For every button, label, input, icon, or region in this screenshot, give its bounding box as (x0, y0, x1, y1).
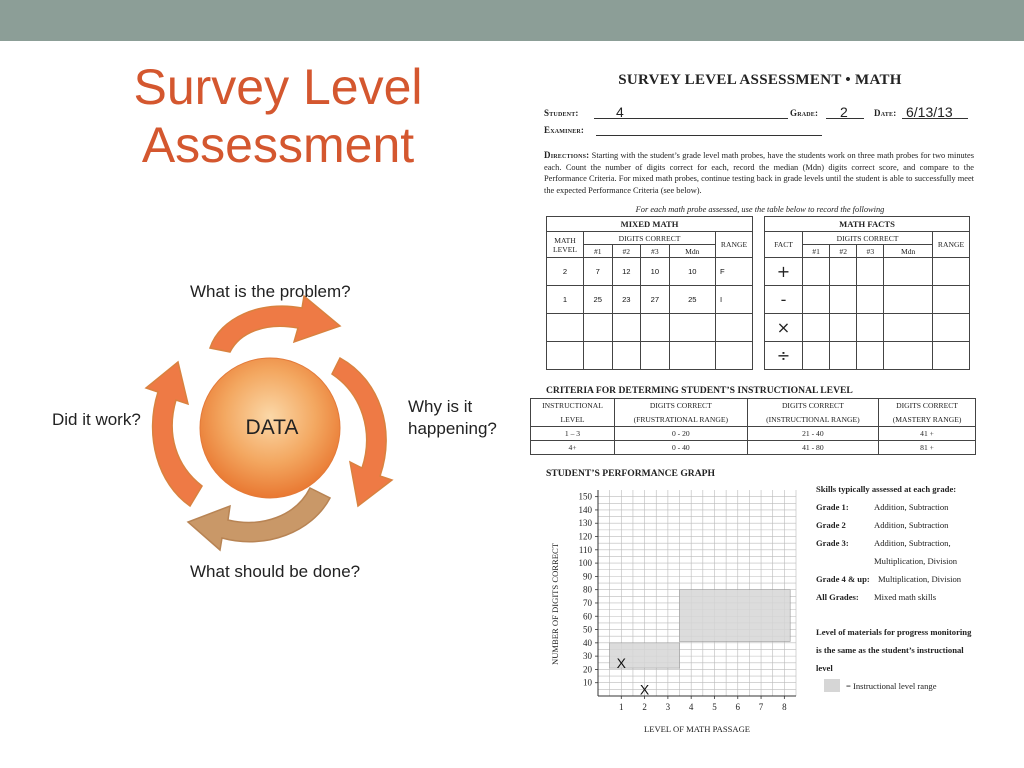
fact-cell: - (765, 286, 803, 314)
label-left: Did it work? (52, 410, 141, 429)
cell: 0 - 40 (615, 441, 748, 455)
label-bottom: What should be done? (190, 562, 361, 581)
y-tick-label: 90 (583, 571, 592, 582)
cell: 10 (669, 258, 715, 286)
col-digits-correct: DIGITS CORRECT (584, 232, 716, 245)
criteria-header: DIGITS CORRECT (879, 399, 976, 413)
y-tick-label: 120 (578, 531, 592, 542)
skill-grade: All Grades: (816, 592, 859, 602)
examiner-line (596, 135, 822, 136)
skill-row (816, 588, 986, 606)
col-range: RANGE (933, 232, 970, 258)
math-facts-title: MATH FACTS (765, 217, 970, 232)
skill-row (816, 516, 986, 534)
cell: 27 (641, 286, 670, 314)
table-row (765, 258, 970, 286)
student-label: Student: (544, 108, 579, 118)
col-digits-correct: DIGITS CORRECT (803, 232, 933, 245)
cell: 4+ (531, 441, 615, 455)
directions (544, 150, 974, 196)
cell: 25 (669, 286, 715, 314)
y-tick-label: 110 (578, 544, 592, 555)
cell: 25 (584, 286, 613, 314)
graph-legend (824, 679, 937, 692)
sub-col: #1 (803, 245, 830, 258)
y-tick-label: 40 (583, 637, 592, 648)
x-tick-label: 7 (758, 702, 764, 712)
y-tick-label: 30 (583, 651, 592, 662)
graph-title: STUDENT’S PERFORMANCE GRAPH (546, 468, 715, 479)
cell: 41 - 80 (747, 441, 878, 455)
skill-grade: Grade 1: (816, 502, 849, 512)
criteria-header: (FRUSTRATIONAL RANGE) (615, 413, 748, 427)
label-right-line-2: happening? (408, 419, 497, 438)
top-banner (0, 0, 1024, 41)
fact-cell: + (765, 258, 803, 286)
fact-cell: × (765, 314, 803, 342)
skill-row (816, 570, 986, 588)
skill-row (816, 498, 986, 516)
table-row (531, 441, 976, 455)
table-row (547, 258, 753, 286)
student-value: 4 (616, 104, 624, 120)
center-label: DATA (245, 416, 299, 439)
assessment-worksheet (540, 68, 980, 748)
math-facts-table (764, 216, 970, 370)
examiner-label: Examiner: (544, 125, 585, 135)
cell: 1 (547, 286, 584, 314)
skill-text: Addition, Subtraction (874, 520, 949, 530)
title-line-2: Assessment (141, 117, 415, 173)
cell: 2 (547, 258, 584, 286)
legend-text: = Instructional level range (846, 680, 937, 691)
skill-text: Multiplication, Division (878, 574, 962, 584)
monitoring-note: Level of materials for progress monitoring is the same as the student’s instructional level (816, 627, 972, 673)
cell: 41 + (879, 427, 976, 441)
table-row (547, 342, 753, 370)
table-row (765, 342, 970, 370)
x-tick-label: 8 (782, 702, 787, 712)
label-top: What is the problem? (190, 282, 351, 301)
skill-grade: Grade 4 & up: (816, 574, 870, 584)
sub-col: #2 (612, 245, 641, 258)
y-tick-label: 150 (578, 491, 592, 502)
table-caption: For each math probe assessed, use the table below to record the following (635, 205, 885, 214)
slide-title (118, 58, 438, 174)
criteria-header: DIGITS CORRECT (747, 399, 878, 413)
performance-graph (540, 480, 810, 740)
x-tick-label: 1 (619, 702, 624, 712)
criteria-header: (INSTRUCTIONAL RANGE) (747, 413, 878, 427)
x-tick-label: 2 (642, 702, 647, 712)
sub-col: #1 (584, 245, 613, 258)
skills-list (816, 480, 986, 606)
y-tick-label: 50 (583, 624, 592, 635)
x-axis-label: LEVEL OF MATH PASSAGE (643, 724, 751, 734)
cell: 81 + (879, 441, 976, 455)
cell: 23 (612, 286, 641, 314)
data-point-marker: X (639, 681, 650, 698)
grade-label: Grade: (790, 108, 819, 118)
sub-col: #3 (641, 245, 670, 258)
x-tick-label: 5 (712, 702, 717, 712)
data-point-marker: X (616, 654, 626, 671)
y-tick-label: 130 (578, 518, 592, 529)
skill-text: Mixed math skills (874, 592, 937, 602)
table-row (765, 314, 970, 342)
cell: F (716, 258, 753, 286)
table-row (765, 286, 970, 314)
criteria-header: (MASTERY RANGE) (879, 413, 976, 427)
cell: 10 (641, 258, 670, 286)
skill-text: Addition, Subtraction, Multiplication, Division (874, 538, 958, 566)
sub-col: Mdn (884, 245, 933, 258)
mixed-math-table (546, 216, 753, 370)
x-tick-label: 3 (665, 702, 671, 712)
skill-text: Addition, Subtraction (874, 502, 949, 512)
cell: 0 - 20 (615, 427, 748, 441)
directions-text: Starting with the student’s grade level math probes, have the students work on three math probes for two minutes each. Count the number of digits correct for each, record the median (Mdn) digits correct score, and compare to the Performance Criteria. For mixed math probes, continue testing back in grade levels until the student is able to successfully meet the expected Performance Criteria (see below). (544, 151, 975, 195)
skills-title: Skills typically assessed at each grade: (816, 484, 957, 494)
y-axis-label: NUMBER OF DIGITS CORRECT (550, 543, 560, 665)
y-tick-label: 60 (583, 611, 592, 622)
col-math-level: MATH LEVEL (547, 232, 584, 258)
y-tick-label: 80 (583, 584, 592, 595)
col-fact: FACT (765, 232, 803, 258)
grade-value: 2 (840, 104, 848, 120)
table-row (547, 286, 753, 314)
y-tick-label: 140 (578, 504, 592, 515)
worksheet-title: SURVEY LEVEL ASSESSMENT • MATH (618, 72, 902, 88)
cell: 7 (584, 258, 613, 286)
date-value: 6/13/13 (906, 104, 953, 120)
sub-col: #3 (857, 245, 884, 258)
label-right (408, 396, 497, 440)
sub-col: #2 (830, 245, 857, 258)
col-range: RANGE (716, 232, 753, 258)
y-tick-label: 20 (583, 664, 592, 675)
sub-col: Mdn (669, 245, 715, 258)
cell: 1 – 3 (531, 427, 615, 441)
criteria-header: DIGITS CORRECT (615, 399, 748, 413)
date-label: Date: (874, 108, 897, 118)
title-line-1: Survey Level (133, 59, 423, 115)
problem-solving-cycle (40, 270, 520, 590)
cell: 21 - 40 (747, 427, 878, 441)
y-tick-label: 70 (583, 597, 592, 608)
table-row (547, 314, 753, 342)
skill-grade: Grade 3: (816, 538, 849, 548)
directions-label: Directions: (544, 150, 590, 160)
criteria-header: LEVEL (531, 413, 615, 427)
skill-grade: Grade 2 (816, 520, 846, 530)
mixed-math-title: MIXED MATH (547, 217, 753, 232)
fact-cell: ÷ (765, 342, 803, 370)
criteria-title: CRITERIA FOR DETERMING STUDENT’S INSTRUCTIONAL LEVEL (546, 385, 853, 396)
cell: 12 (612, 258, 641, 286)
x-tick-label: 6 (735, 702, 741, 712)
x-tick-label: 4 (688, 702, 694, 712)
table-row (531, 427, 976, 441)
legend-swatch (824, 679, 840, 692)
y-tick-label: 10 (583, 677, 592, 688)
criteria-header: INSTRUCTIONAL (531, 399, 615, 413)
instructional-range-box (680, 590, 791, 642)
label-right-line-1: Why is it (408, 397, 473, 416)
skill-row (816, 534, 986, 570)
y-tick-label: 100 (578, 558, 592, 569)
cell: I (716, 286, 753, 314)
criteria-table (530, 398, 976, 455)
